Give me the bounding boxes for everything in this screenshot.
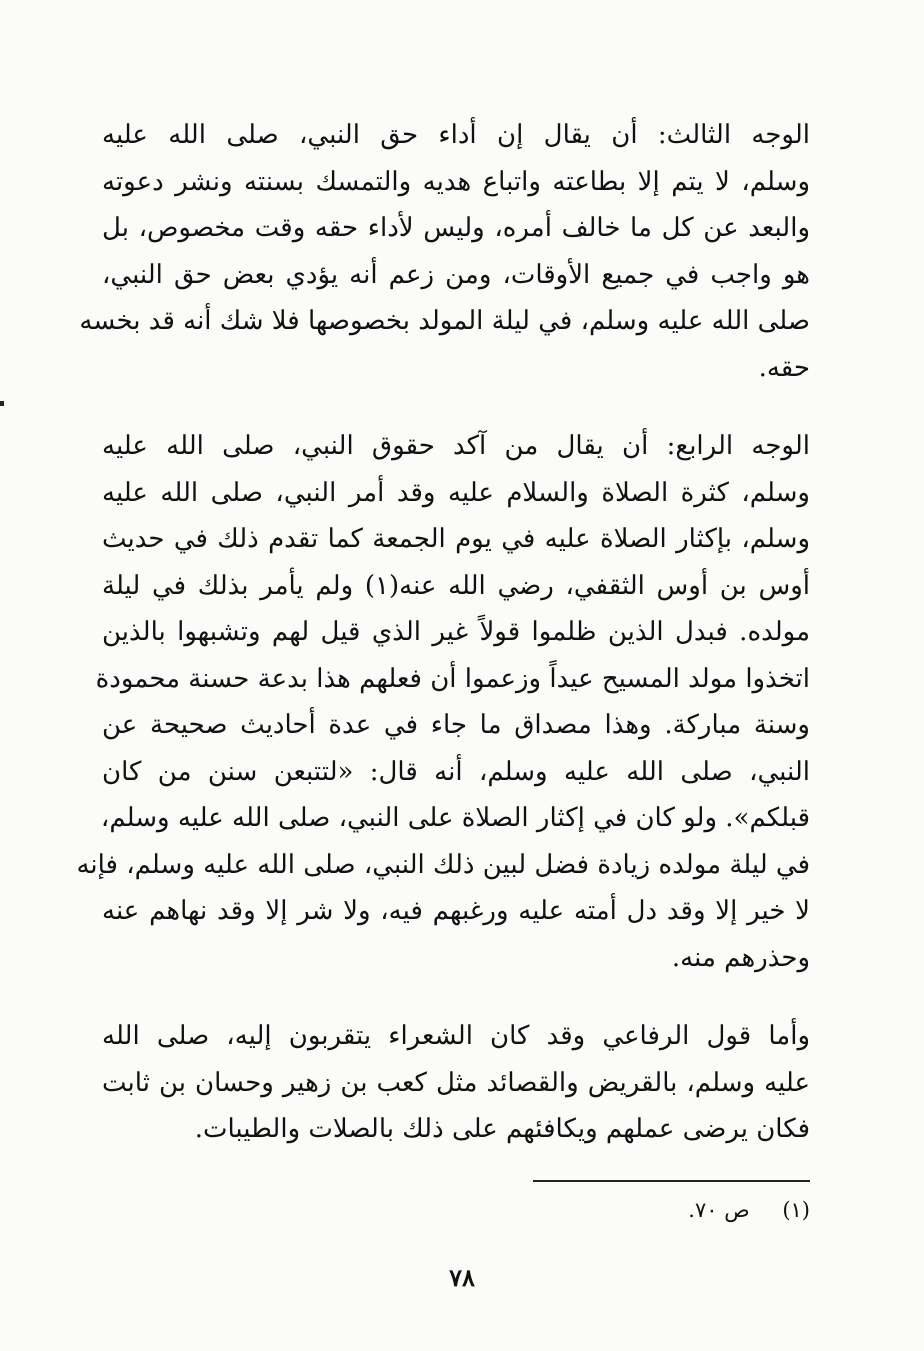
footnote-marker: (١) xyxy=(782,1198,810,1222)
text-line: وسلم، لا يتم إلا بطاعته واتباع هديه والتمسك بسنته ونشر دعوته xyxy=(102,166,810,197)
text-line: صلى الله عليه وسلم، في ليلة المولد بخصوصها فلا شك أنه قد بخسه xyxy=(79,306,810,336)
page-number: ٧٨ xyxy=(449,1263,475,1292)
text-line: عليه وسلم، بالقريض والقصائد مثل كعب بن زهير وحسان بن ثابت xyxy=(102,1067,810,1098)
page-body xyxy=(76,112,811,1153)
footnote-text: ص ٧٠. xyxy=(688,1198,750,1222)
text-line: قبلكم». ولو كان في إكثار الصلاة على النبي، صلى الله عليه وسلم، xyxy=(100,803,810,833)
text-line: الوجه الثالث: أن يقال إن أداء حق النبي، صلى الله عليه xyxy=(102,120,810,150)
text-line: اتخذوا مولد المسيح عيداً وزعموا أن فعلهم هذا بدعة حسنة محمودة xyxy=(95,663,810,694)
text-line: أوس بن أوس الثقفي، رضي الله عنه(١) ولم يأمر بذلك في ليلة xyxy=(102,570,811,601)
text-line: وسلم، بإكثار الصلاة عليه في يوم الجمعة كما تقدم ذلك في حديث xyxy=(102,524,810,554)
text-line: والبعد عن كل ما خالف أمره، وليس لأداء حقه وقت مخصوص، بل xyxy=(102,213,811,243)
text-line: في ليلة مولده زيادة فضل لبين ذلك النبي، صلى الله عليه وسلم، فإنه xyxy=(76,849,810,880)
paragraph-2 xyxy=(76,423,811,981)
text-line: وسنة مباركة. وهذا مصداق ما جاء في عدة أحاديث صحيحة عن xyxy=(102,710,810,740)
footnote xyxy=(688,1198,810,1222)
text-line: الوجه الرابع: أن يقال من آكد حقوق النبي، صلى الله عليه xyxy=(102,431,811,461)
footnote-divider xyxy=(533,1180,810,1182)
text-line: فكان يرضى عملهم ويكافئهم على ذلك بالصلات والطيبات. xyxy=(194,1114,810,1144)
text-line: النبي، صلى الله عليه وسلم، أنه قال: «لتتبعن سنن من كان xyxy=(102,756,810,787)
paragraph-3 xyxy=(102,1013,810,1153)
text-line: لا خير إلا وقد دل أمته عليه ورغبهم فيه، ولا شر إلا وقد نهاهم عنه xyxy=(102,896,810,926)
scan-speck xyxy=(0,401,4,406)
text-line: وحذرهم منه. xyxy=(671,942,810,973)
paragraph-1 xyxy=(79,112,811,391)
text-line: مولده. فبدل الذين ظلموا قولاً غير الذي قيل لهم وتشبهوا بالذين xyxy=(102,617,810,647)
text-line: هو واجب في جميع الأوقات، ومن زعم أنه يؤدي بعض حق النبي، xyxy=(102,259,810,290)
text-line: حقه. xyxy=(758,352,810,383)
text-line: وسلم، كثرة الصلاة والسلام عليه وقد أمر النبي، صلى الله عليه xyxy=(102,477,810,508)
text-line: وأما قول الرفاعي وقد كان الشعراء يتقربون إليه، صلى الله xyxy=(102,1021,810,1051)
